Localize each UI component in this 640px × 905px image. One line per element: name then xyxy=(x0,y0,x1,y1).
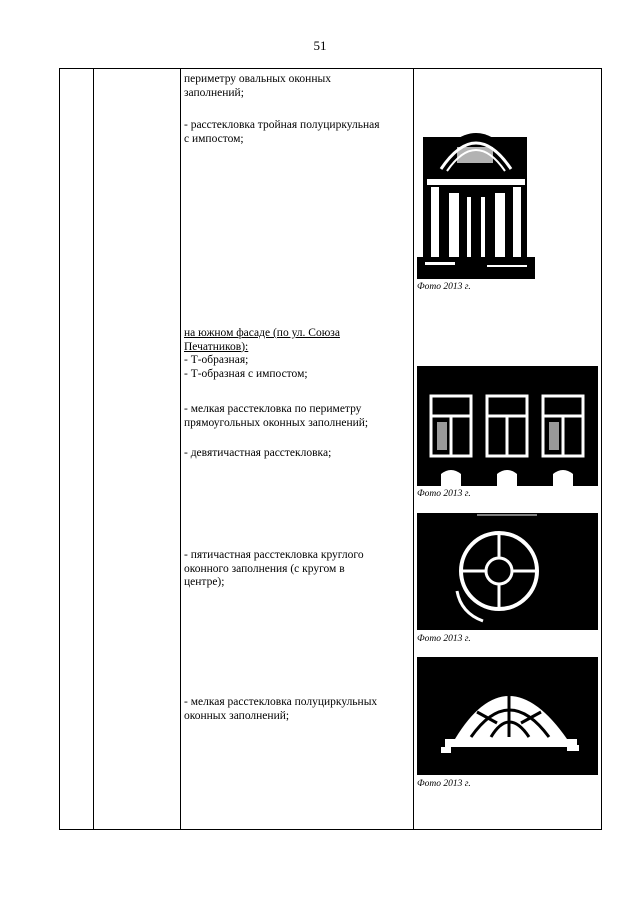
text-line: - девятичастная расстекловка; xyxy=(184,447,332,459)
photo-round-window xyxy=(417,513,598,630)
text-line: - мелкая расстекловка полуциркульных xyxy=(184,696,378,708)
photo-caption: Фото 2013 г. xyxy=(417,489,471,499)
section-heading: Печатников): xyxy=(184,340,249,353)
text-block-rectangular xyxy=(184,403,409,430)
text-block-triple xyxy=(184,119,409,146)
text-line: периметру овальных оконных xyxy=(184,73,331,85)
text-block-round xyxy=(184,549,409,590)
text-line: оконных заполнений; xyxy=(184,709,290,722)
text-block-nine-part xyxy=(184,447,409,461)
text-line: заполнений; xyxy=(184,86,244,99)
photo-semicircular-window xyxy=(417,657,598,775)
photo-caption: Фото 2013 г. xyxy=(417,779,471,789)
text-line: - мелкая расстекловка по периметру xyxy=(184,403,362,415)
text-block-semicircular xyxy=(184,696,409,723)
text-line: - Т-образная с импостом; xyxy=(184,367,308,380)
column-divider xyxy=(413,69,414,829)
text-line: - Т-образная; xyxy=(184,354,249,366)
section-heading: на южном фасаде (по ул. Союза xyxy=(184,327,340,339)
text-line: - расстекловка тройная полуциркульная xyxy=(184,119,380,131)
text-line: прямоугольных оконных заполнений; xyxy=(184,416,369,429)
photo-arched-portal xyxy=(417,107,535,279)
text-line: - пятичастная расстекловка круглого xyxy=(184,549,364,561)
column-divider xyxy=(180,69,181,829)
text-block-south-facade xyxy=(184,327,409,381)
text-line: оконного заполнения (с кругом в xyxy=(184,562,345,575)
text-block-oval xyxy=(184,73,409,100)
text-line: с импостом; xyxy=(184,132,244,145)
text-line: центре); xyxy=(184,576,225,588)
page-number: 51 xyxy=(313,38,327,53)
photo-rectangular-windows xyxy=(417,366,598,486)
table xyxy=(59,68,602,830)
photo-caption: Фото 2013 г. xyxy=(417,282,471,292)
photo-caption: Фото 2013 г. xyxy=(417,634,471,644)
column-divider xyxy=(93,69,94,829)
